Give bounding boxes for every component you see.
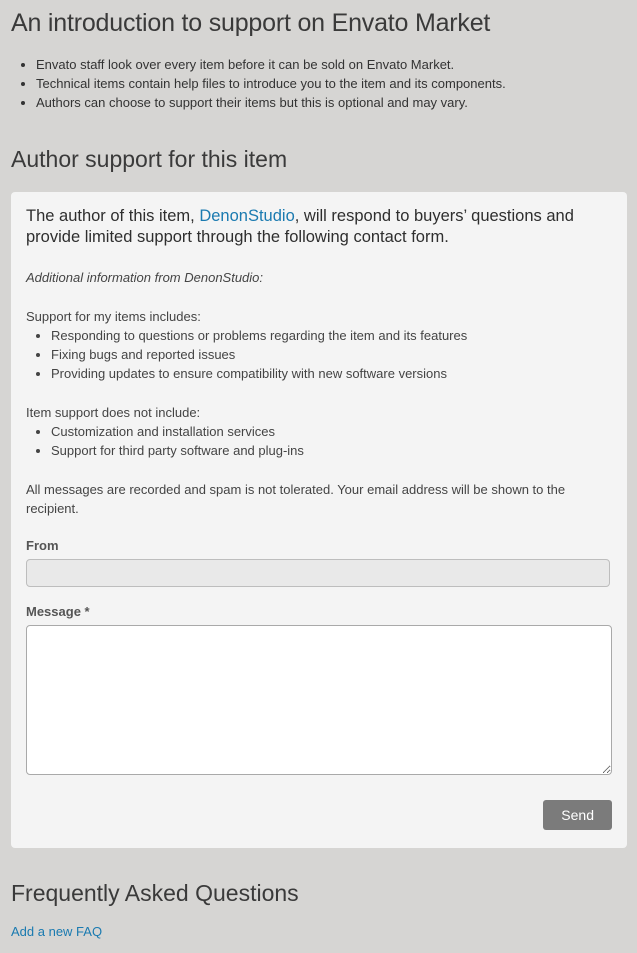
- form-actions: [26, 800, 612, 830]
- from-label: From: [26, 538, 59, 553]
- intro-bullet: • Envato staff look over every item before it can be sold on Envato Market.: [36, 55, 626, 74]
- includes-heading: Support for my items includes:: [26, 309, 201, 324]
- author-link[interactable]: DenonStudio: [199, 207, 295, 225]
- includes-item: • Responding to questions or problems regarding the item and its features: [51, 326, 612, 345]
- excludes-heading: Item support does not include:: [26, 405, 201, 420]
- lead-text-before: The author of this item,: [26, 207, 200, 225]
- support-lead: [26, 206, 612, 248]
- includes-list: [26, 326, 612, 383]
- includes-item: • Providing updates to ensure compatibility with new software versions: [51, 364, 612, 383]
- additional-info-label: Additional information from DenonStudio:: [26, 270, 264, 285]
- excludes-section: [26, 403, 612, 460]
- excludes-item: • Support for third party software and plug-ins: [51, 441, 612, 460]
- author-support-title: Author support for this item: [11, 146, 288, 172]
- excludes-item: • Customization and installation services: [51, 422, 612, 441]
- includes-section: [26, 307, 612, 383]
- intro-bullet: • Authors can choose to support their items but this is optional and may vary.: [36, 93, 626, 112]
- message-label: Message *: [26, 604, 90, 619]
- includes-item: • Fixing bugs and reported issues: [51, 345, 612, 364]
- lead-text-after: , will respond to buyers’ questions and provide limited support through the following contact form.: [26, 207, 574, 246]
- support-card: [11, 192, 627, 848]
- add-faq-link[interactable]: Add a new FAQ: [11, 924, 103, 939]
- excludes-list: [26, 422, 612, 460]
- intro-list: [11, 55, 626, 112]
- intro-bullet: • Technical items contain help files to introduce you to the item and its components.: [36, 74, 626, 93]
- intro-title: An introduction to support on Envato Market: [11, 9, 491, 37]
- from-field[interactable]: [26, 559, 610, 587]
- message-textarea[interactable]: [26, 625, 612, 775]
- spam-notice: All messages are recorded and spam is not tolerated. Your email address will be shown to the recipient.: [26, 482, 566, 516]
- send-button[interactable]: Send: [543, 800, 612, 830]
- faq-title: Frequently Asked Questions: [11, 880, 299, 906]
